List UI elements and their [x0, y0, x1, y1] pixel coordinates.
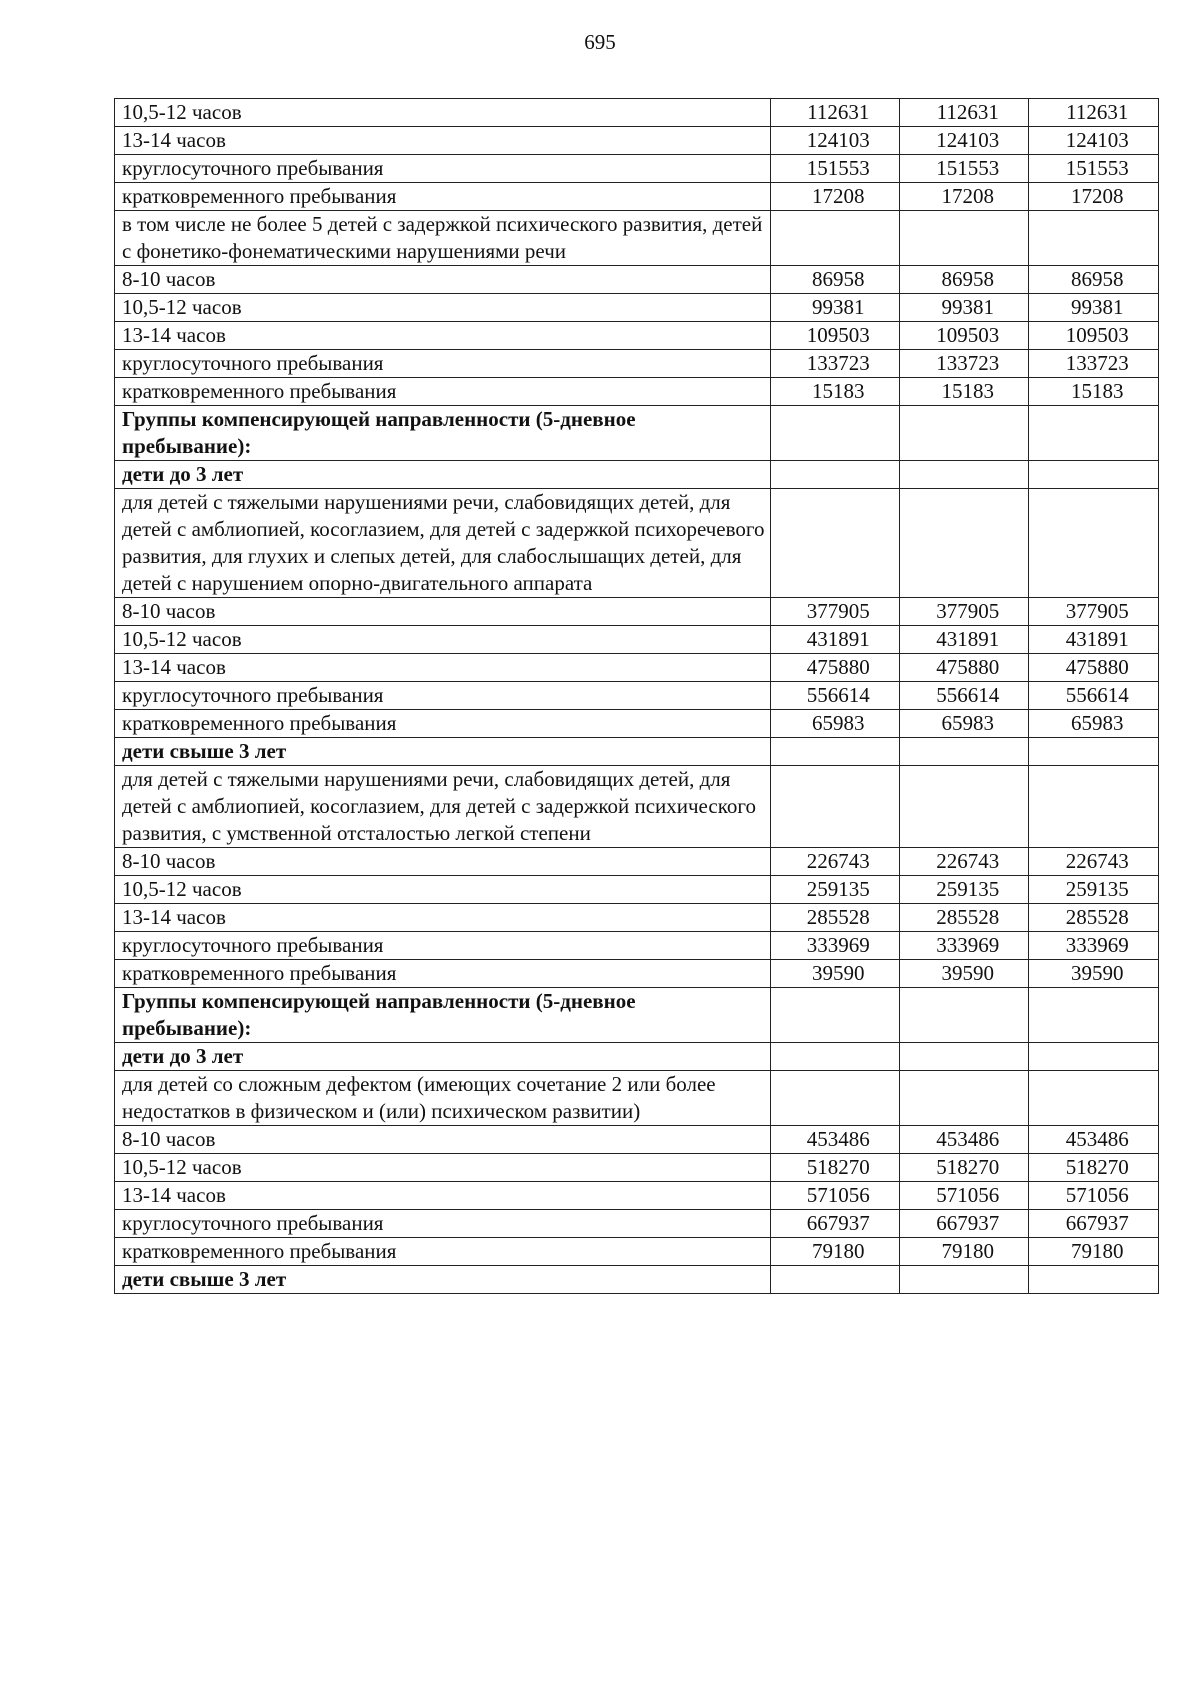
table-row: [115, 266, 1159, 294]
table-row: [115, 738, 1159, 766]
value-text: 17208: [1070, 184, 1124, 208]
section-heading-cell: дети свыше 3 лет: [115, 1266, 771, 1294]
value-cell-col2: [899, 766, 1028, 848]
value-text: 518270: [936, 1155, 1000, 1179]
value-text: 65983: [941, 711, 994, 735]
value-cell-col3: [1029, 682, 1159, 710]
row-label-cell: 10,5-12 часов: [115, 1154, 771, 1182]
value-text: 667937: [936, 1211, 1000, 1235]
value-text: 226743: [806, 849, 870, 873]
value-cell-col3: [1029, 710, 1159, 738]
row-label-cell: для детей со сложным дефектом (имеющих сочетание 2 или более недостатков в физическом и (или) психическом развитии): [115, 1071, 771, 1126]
value-text: 285528: [806, 905, 870, 929]
value-cell-col3: [1029, 1126, 1159, 1154]
value-text: 518270: [1065, 1155, 1129, 1179]
value-cell-col1: [770, 127, 899, 155]
value-text: 333969: [936, 933, 1000, 957]
value-cell-col2: [899, 461, 1028, 489]
value-cell-col1: [770, 461, 899, 489]
value-text: 556614: [1065, 683, 1129, 707]
value-text: 453486: [806, 1127, 870, 1151]
value-text: 124103: [806, 128, 870, 152]
value-text: 226743: [936, 849, 1000, 873]
value-cell-col2: [899, 1043, 1028, 1071]
value-cell-col2: [899, 1071, 1028, 1126]
table-row: [115, 1154, 1159, 1182]
value-cell-col1: [770, 322, 899, 350]
value-cell-col1: [770, 626, 899, 654]
value-cell-col1: [770, 1126, 899, 1154]
value-cell-col1: [770, 294, 899, 322]
value-text: 453486: [1065, 1127, 1129, 1151]
value-cell-col1: [770, 1182, 899, 1210]
value-text: 571056: [936, 1183, 1000, 1207]
table-row: [115, 350, 1159, 378]
value-cell-col3: [1029, 904, 1159, 932]
value-text: 556614: [936, 683, 1000, 707]
value-text: 453486: [936, 1127, 1000, 1151]
value-text: 17208: [941, 184, 994, 208]
value-cell-col1: [770, 1071, 899, 1126]
table-row: [115, 1043, 1159, 1071]
value-cell-col3: [1029, 598, 1159, 626]
value-cell-col3: [1029, 738, 1159, 766]
table-row: [115, 1126, 1159, 1154]
value-cell-col1: [770, 848, 899, 876]
value-cell-col2: [899, 1182, 1028, 1210]
value-text: 86958: [1070, 267, 1124, 291]
value-cell-col1: [770, 988, 899, 1043]
table-row: [115, 489, 1159, 598]
value-cell-col3: [1029, 654, 1159, 682]
value-cell-col3: [1029, 322, 1159, 350]
value-cell-col1: [770, 99, 899, 127]
value-text: 109503: [936, 323, 1000, 347]
value-cell-col2: [899, 127, 1028, 155]
value-cell-col1: [770, 738, 899, 766]
value-cell-col3: [1029, 489, 1159, 598]
row-label-cell: 10,5-12 часов: [115, 626, 771, 654]
value-text: 124103: [936, 128, 1000, 152]
row-label-cell: круглосуточного пребывания: [115, 155, 771, 183]
row-label-cell: 13-14 часов: [115, 127, 771, 155]
table-row: [115, 654, 1159, 682]
row-label-cell: круглосуточного пребывания: [115, 350, 771, 378]
table-row: [115, 848, 1159, 876]
row-label-cell: для детей с тяжелыми нарушениями речи, слабовидящих детей, для детей с амблиопией, косоглазием, для детей с задержкой психического развития, с умственной отсталостью легкой степени: [115, 766, 771, 848]
table-row: [115, 211, 1159, 266]
value-cell-col2: [899, 988, 1028, 1043]
value-cell-col2: [899, 848, 1028, 876]
value-text: 571056: [806, 1183, 870, 1207]
value-text: 86958: [811, 267, 865, 291]
value-text: 79180: [1070, 1239, 1124, 1263]
value-text: 259135: [1065, 877, 1129, 901]
value-text: 475880: [936, 655, 1000, 679]
value-text: 667937: [806, 1211, 870, 1235]
value-cell-col1: [770, 1154, 899, 1182]
value-text: 99381: [941, 295, 994, 319]
value-cell-col2: [899, 598, 1028, 626]
value-cell-col3: [1029, 461, 1159, 489]
value-text: 39590: [941, 961, 994, 985]
row-label-cell: 13-14 часов: [115, 322, 771, 350]
table-row: [115, 183, 1159, 211]
value-cell-col1: [770, 350, 899, 378]
value-cell-col2: [899, 876, 1028, 904]
row-label-cell: 10,5-12 часов: [115, 99, 771, 127]
table-row: [115, 766, 1159, 848]
table-row: [115, 155, 1159, 183]
value-cell-col2: [899, 155, 1028, 183]
value-text: 112631: [807, 100, 870, 124]
value-cell-col2: [899, 682, 1028, 710]
value-cell-col1: [770, 1266, 899, 1294]
row-label-cell: круглосуточного пребывания: [115, 1210, 771, 1238]
value-text: 556614: [806, 683, 870, 707]
value-cell-col2: [899, 738, 1028, 766]
value-text: 151553: [1065, 156, 1129, 180]
value-text: 65983: [811, 711, 865, 735]
table-row: [115, 406, 1159, 461]
value-cell-col3: [1029, 626, 1159, 654]
value-text: 259135: [936, 877, 1000, 901]
value-cell-col2: [899, 266, 1028, 294]
row-label-cell: 10,5-12 часов: [115, 876, 771, 904]
value-cell-col3: [1029, 1182, 1159, 1210]
value-cell-col3: [1029, 876, 1159, 904]
value-cell-col3: [1029, 183, 1159, 211]
table-row: [115, 598, 1159, 626]
value-text: 667937: [1065, 1211, 1129, 1235]
value-text: 226743: [1065, 849, 1129, 873]
value-cell-col2: [899, 654, 1028, 682]
table-row: [115, 461, 1159, 489]
value-cell-col2: [899, 211, 1028, 266]
table-row: [115, 904, 1159, 932]
row-label-cell: 8-10 часов: [115, 848, 771, 876]
table-row: [115, 710, 1159, 738]
value-cell-col3: [1029, 211, 1159, 266]
value-text: 518270: [806, 1155, 870, 1179]
value-cell-col3: [1029, 1043, 1159, 1071]
row-label-cell: кратковременного пребывания: [115, 378, 771, 406]
value-cell-col1: [770, 932, 899, 960]
row-label-cell: для детей с тяжелыми нарушениями речи, слабовидящих детей, для детей с амблиопией, косоглазием, для детей с задержкой психоречевого развития, для глухих и слепых детей, для слабослышащих детей, для детей с нарушением опорно-двигательного аппарата: [115, 489, 771, 598]
value-cell-col3: [1029, 294, 1159, 322]
section-heading-cell: дети до 3 лет: [115, 1043, 771, 1071]
value-text: 39590: [811, 961, 865, 985]
value-cell-col2: [899, 1266, 1028, 1294]
value-text: 86958: [941, 267, 994, 291]
row-label-cell: 10,5-12 часов: [115, 294, 771, 322]
value-cell-col2: [899, 406, 1028, 461]
value-text: 133723: [1065, 351, 1129, 375]
table-row: [115, 294, 1159, 322]
value-cell-col3: [1029, 1071, 1159, 1126]
section-heading-cell: Группы компенсирующей направленности (5-дневное пребывание):: [115, 406, 771, 461]
value-text: 65983: [1070, 711, 1124, 735]
row-label-cell: 8-10 часов: [115, 1126, 771, 1154]
value-text: 15183: [1070, 379, 1124, 403]
value-text: 151553: [806, 156, 870, 180]
value-text: 151553: [936, 156, 1000, 180]
value-cell-col3: [1029, 988, 1159, 1043]
value-text: 259135: [806, 877, 870, 901]
row-label-cell: круглосуточного пребывания: [115, 932, 771, 960]
row-label-cell: 13-14 часов: [115, 904, 771, 932]
value-cell-col2: [899, 1210, 1028, 1238]
value-cell-col3: [1029, 350, 1159, 378]
value-cell-col1: [770, 710, 899, 738]
value-cell-col2: [899, 183, 1028, 211]
value-cell-col1: [770, 1238, 899, 1266]
section-heading-cell: дети до 3 лет: [115, 461, 771, 489]
value-text: 109503: [806, 323, 870, 347]
value-cell-col1: [770, 1043, 899, 1071]
value-cell-col3: [1029, 127, 1159, 155]
value-cell-col2: [899, 1238, 1028, 1266]
value-cell-col2: [899, 1154, 1028, 1182]
value-cell-col1: [770, 904, 899, 932]
value-cell-col3: [1029, 99, 1159, 127]
value-text: 124103: [1065, 128, 1129, 152]
value-text: 39590: [1070, 961, 1124, 985]
table-row: [115, 127, 1159, 155]
value-text: 112631: [936, 100, 999, 124]
value-text: 99381: [811, 295, 865, 319]
row-label-cell: в том числе не более 5 детей с задержкой психического развития, детей с фонетико-фонематическими нарушениями речи: [115, 211, 771, 266]
value-text: 571056: [1065, 1183, 1129, 1207]
value-cell-col2: [899, 710, 1028, 738]
value-cell-col3: [1029, 766, 1159, 848]
value-text: 431891: [806, 627, 870, 651]
table-row: [115, 1071, 1159, 1126]
value-text: 285528: [936, 905, 1000, 929]
value-text: 431891: [1065, 627, 1129, 651]
value-cell-col3: [1029, 266, 1159, 294]
value-cell-col1: [770, 766, 899, 848]
table-row: [115, 1210, 1159, 1238]
value-cell-col2: [899, 626, 1028, 654]
table-row: [115, 322, 1159, 350]
table-row: [115, 1182, 1159, 1210]
value-text: 15183: [941, 379, 994, 403]
value-cell-col1: [770, 489, 899, 598]
value-cell-col1: [770, 183, 899, 211]
value-cell-col3: [1029, 848, 1159, 876]
value-cell-col2: [899, 378, 1028, 406]
value-cell-col2: [899, 489, 1028, 598]
value-cell-col1: [770, 682, 899, 710]
value-cell-col1: [770, 598, 899, 626]
row-label-cell: кратковременного пребывания: [115, 183, 771, 211]
value-cell-col1: [770, 266, 899, 294]
value-text: 109503: [1065, 323, 1129, 347]
value-text: 333969: [806, 933, 870, 957]
tariff-table: [114, 98, 1159, 1294]
value-text: 377905: [1065, 599, 1129, 623]
value-text: 15183: [811, 379, 865, 403]
value-cell-col2: [899, 932, 1028, 960]
value-cell-col2: [899, 99, 1028, 127]
table-body: [115, 99, 1159, 1294]
row-label-cell: 13-14 часов: [115, 1182, 771, 1210]
table-row: [115, 932, 1159, 960]
value-cell-col3: [1029, 378, 1159, 406]
value-text: 377905: [806, 599, 870, 623]
value-cell-col1: [770, 876, 899, 904]
value-cell-col1: [770, 211, 899, 266]
table-row: [115, 626, 1159, 654]
page-number: 695: [584, 30, 616, 54]
section-heading-cell: Группы компенсирующей направленности (5-дневное пребывание):: [115, 988, 771, 1043]
value-text: 133723: [936, 351, 1000, 375]
value-cell-col3: [1029, 1154, 1159, 1182]
value-text: 99381: [1070, 295, 1124, 319]
value-text: 333969: [1065, 933, 1129, 957]
table-row: [115, 988, 1159, 1043]
value-text: 431891: [936, 627, 1000, 651]
value-cell-col2: [899, 1126, 1028, 1154]
row-label-cell: 13-14 часов: [115, 654, 771, 682]
value-cell-col3: [1029, 1238, 1159, 1266]
value-cell-col1: [770, 378, 899, 406]
value-cell-col1: [770, 1210, 899, 1238]
value-cell-col3: [1029, 406, 1159, 461]
value-cell-col2: [899, 960, 1028, 988]
value-text: 17208: [811, 184, 865, 208]
value-cell-col3: [1029, 960, 1159, 988]
value-cell-col2: [899, 904, 1028, 932]
value-cell-col2: [899, 322, 1028, 350]
value-text: 475880: [1065, 655, 1129, 679]
row-label-cell: 8-10 часов: [115, 598, 771, 626]
row-label-cell: кратковременного пребывания: [115, 710, 771, 738]
value-cell-col2: [899, 294, 1028, 322]
row-label-cell: 8-10 часов: [115, 266, 771, 294]
value-text: 79180: [811, 1239, 865, 1263]
value-text: 377905: [936, 599, 1000, 623]
table-row: [115, 876, 1159, 904]
table-row: [115, 682, 1159, 710]
value-cell-col3: [1029, 932, 1159, 960]
value-cell-col3: [1029, 1266, 1159, 1294]
row-label-cell: кратковременного пребывания: [115, 1238, 771, 1266]
section-heading-cell: дети свыше 3 лет: [115, 738, 771, 766]
value-text: 285528: [1065, 905, 1129, 929]
value-text: 475880: [806, 655, 870, 679]
value-cell-col1: [770, 654, 899, 682]
table-row: [115, 378, 1159, 406]
value-cell-col3: [1029, 1210, 1159, 1238]
value-text: 112631: [1066, 100, 1129, 124]
row-label-cell: кратковременного пребывания: [115, 960, 771, 988]
value-cell-col1: [770, 406, 899, 461]
value-cell-col2: [899, 350, 1028, 378]
row-label-cell: круглосуточного пребывания: [115, 682, 771, 710]
table-row: [115, 960, 1159, 988]
table-row: [115, 1238, 1159, 1266]
table-row: [115, 99, 1159, 127]
value-cell-col1: [770, 155, 899, 183]
value-cell-col1: [770, 960, 899, 988]
table-row: [115, 1266, 1159, 1294]
value-cell-col3: [1029, 155, 1159, 183]
value-text: 79180: [941, 1239, 994, 1263]
value-text: 133723: [806, 351, 870, 375]
